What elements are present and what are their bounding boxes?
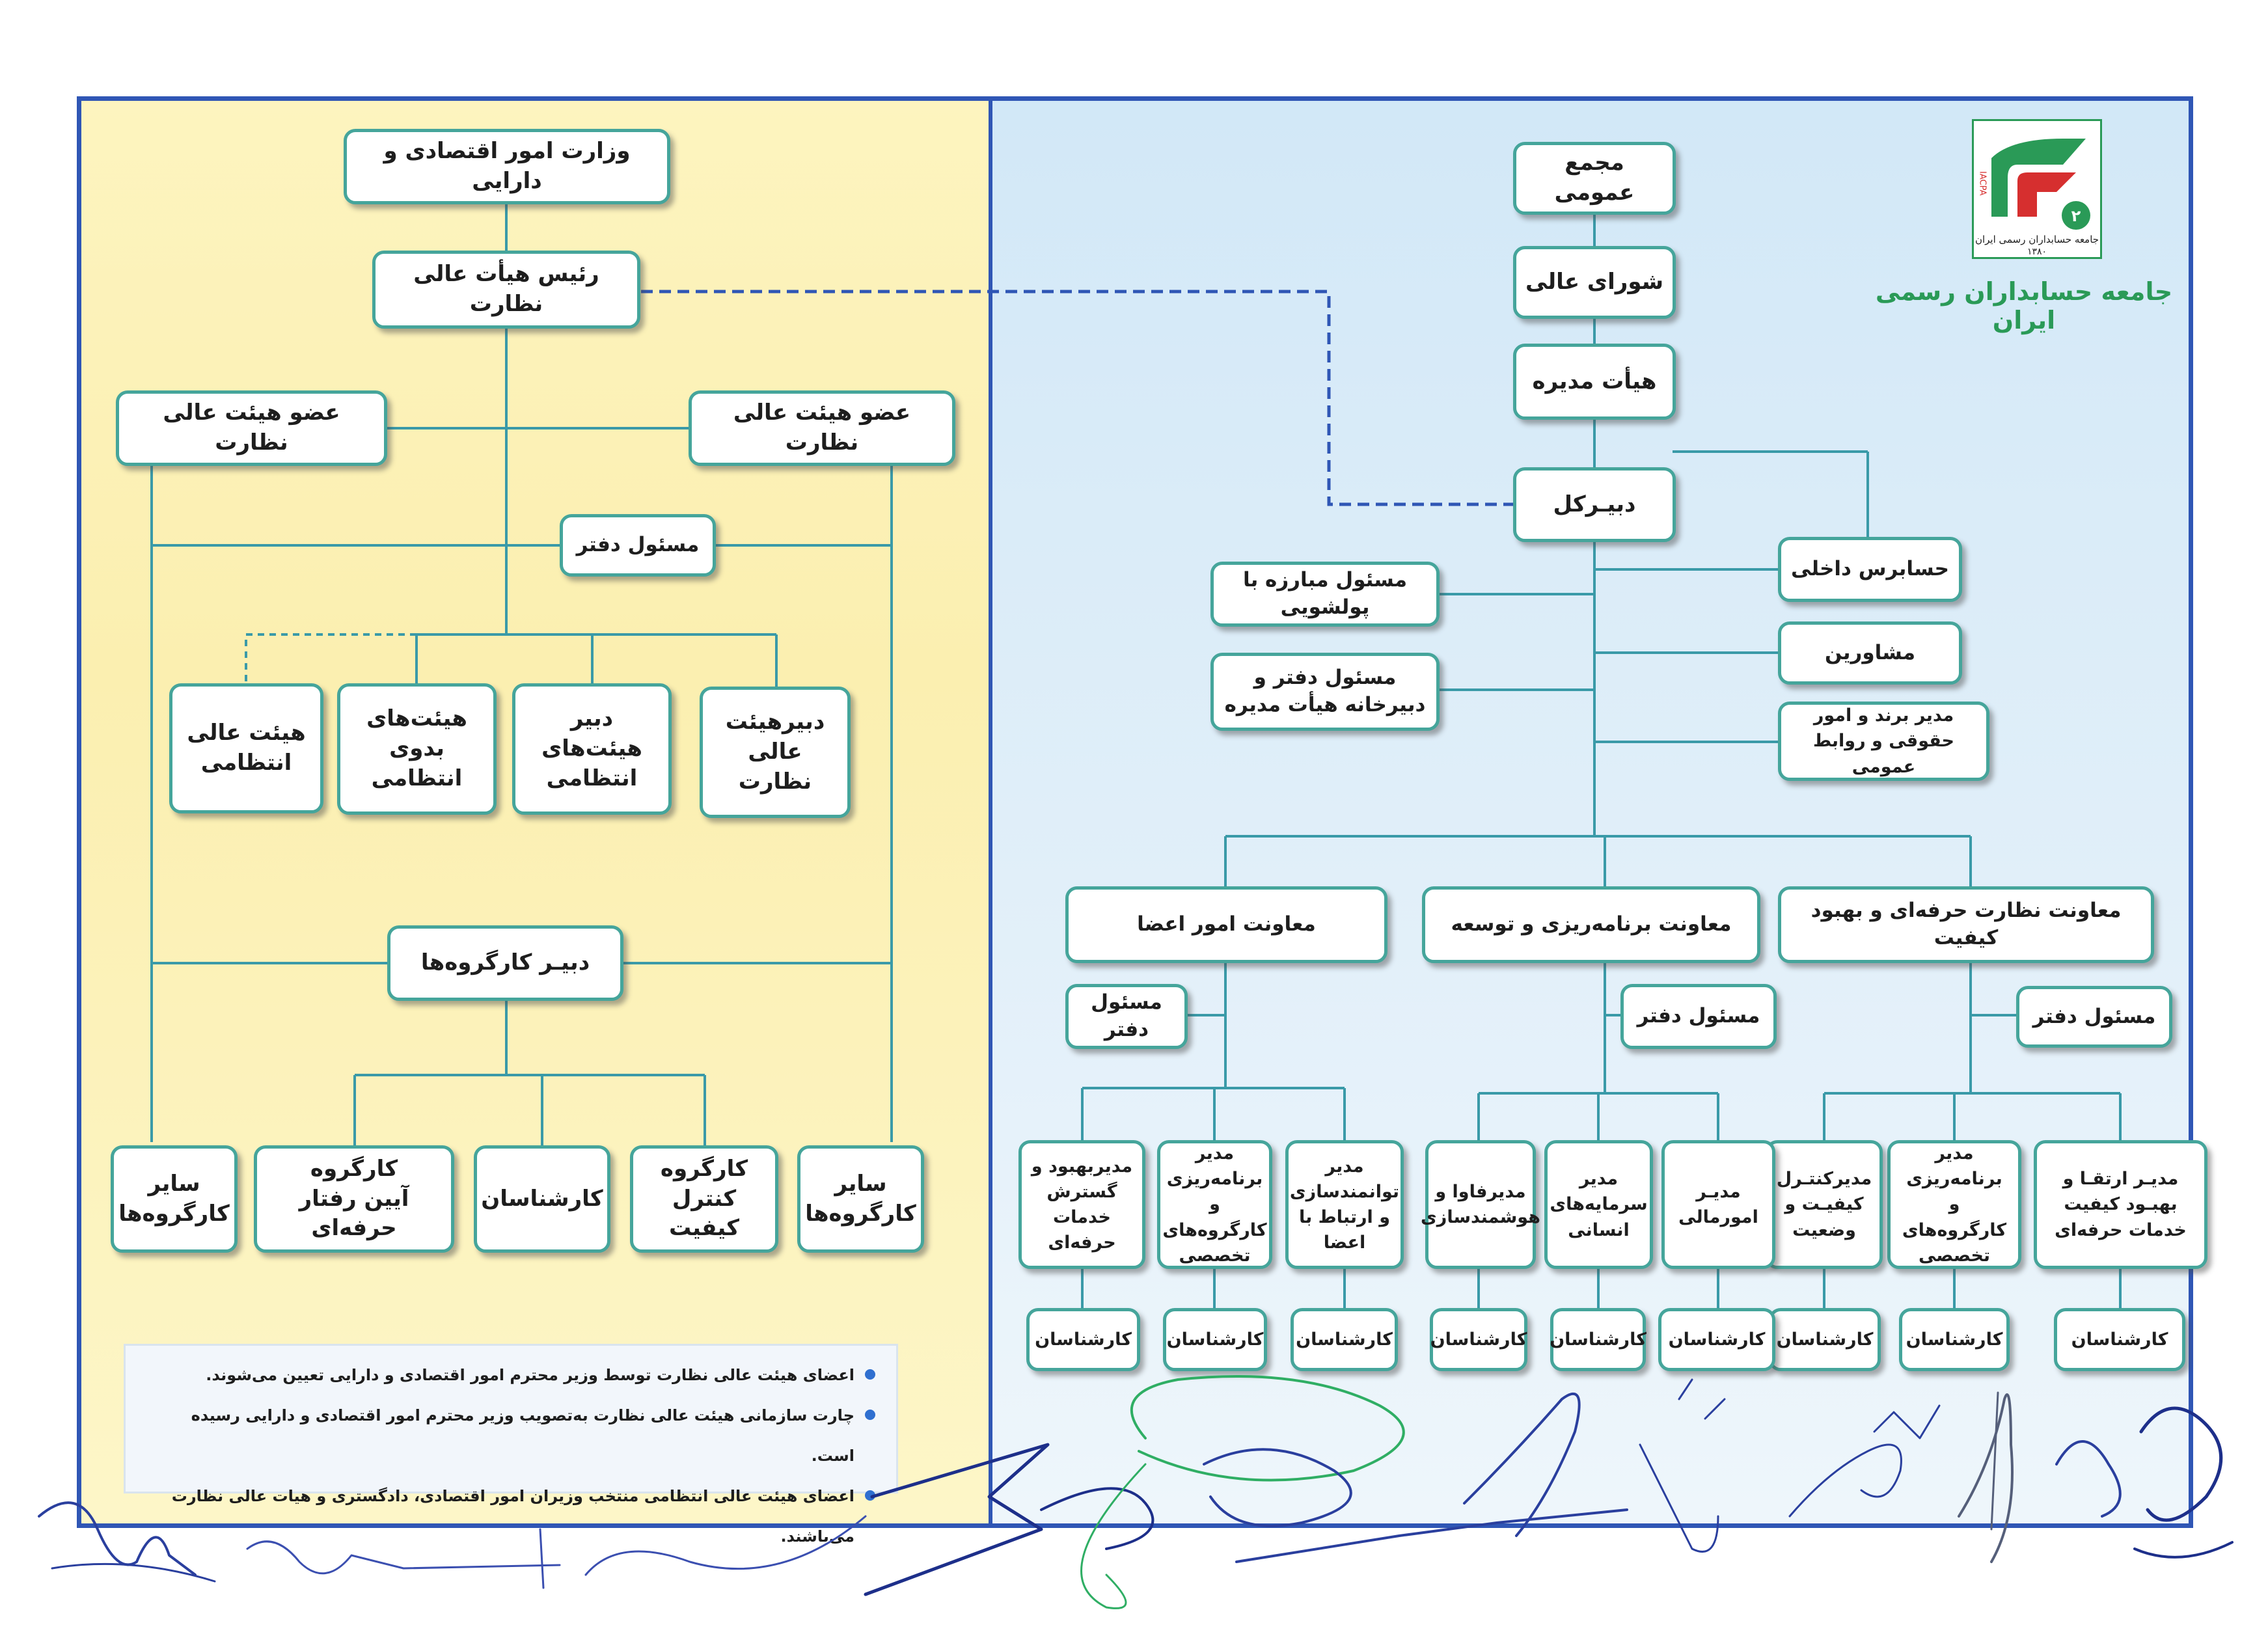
- experts-box: کارشناسان: [1769, 1308, 1881, 1371]
- wg-other-right-box: سایر کارگروه‌ها: [797, 1145, 924, 1253]
- council-secretary-box: دبیرهیئت عالی نظارت: [700, 687, 851, 818]
- svg-text:جامعه حسابداران رسمی ایران: جامعه حسابداران رسمی ایران: [1974, 234, 2099, 245]
- member-left-box: عضو هیئت عالی نظارت: [116, 390, 387, 466]
- note-item: اعضای هیئت عالی انتظامی منتخب وزیران امور اقتصادی، دادگستری و هیات عالی نظارت می‌باشند.: [143, 1476, 879, 1557]
- disciplinary-secretary-box: دبیر هیئت‌های انتظامی: [512, 683, 672, 815]
- wg-quality-box: کارگروه کنترل کیفیت: [630, 1145, 778, 1253]
- organization-name: جامعه حسابداران رسمی ایران: [1875, 277, 2173, 334]
- manager-services-box: مدیربهبود و گسترش خدمات حرفه‌ای: [1018, 1140, 1145, 1269]
- office-planning-box: مسئول دفتر: [1620, 984, 1777, 1049]
- experts-box: کارشناسان: [1550, 1308, 1646, 1371]
- manager-specialized-groups-box: مدیر برنامه‌ریزی و کارگروه‌های تخصصی: [1157, 1140, 1272, 1269]
- general-assembly-box: مجمع عمومی: [1513, 142, 1676, 215]
- ministry-box: وزارت امور اقتصادی و دارایی: [344, 129, 670, 204]
- panel-divider: [989, 101, 992, 1523]
- wg-expert-box: کارشناسان: [474, 1145, 610, 1253]
- secretary-general-box: دبیـرکل: [1513, 467, 1676, 542]
- note-item: چارت سازمانی هیئت عالی نظارت به‌تصویب وزیر محترم امور اقتصادی و دارایی رسیده است.: [143, 1395, 879, 1476]
- experts-box: کارشناسان: [1163, 1308, 1267, 1371]
- manager-empowerment-box: مدیر توانمندسازی و ارتباط با اعضا: [1285, 1140, 1404, 1269]
- primary-boards-box: هیئت‌های بدوی انتظامی: [337, 683, 497, 815]
- experts-box: کارشناسان: [1430, 1308, 1527, 1371]
- note-item: اعضای هیئت عالی نظارت توسط وزیر محترم امور اقتصادی و دارایی تعیین می‌شوند.: [143, 1355, 879, 1395]
- high-council-box: شورای عالی: [1513, 246, 1676, 319]
- office-manager-box: مسئول دفتر: [560, 514, 716, 577]
- experts-box: کارشناسان: [1658, 1308, 1775, 1371]
- office-professional-box: مسئول دفتر: [2016, 986, 2172, 1048]
- experts-box: کارشناسان: [1899, 1308, 2010, 1371]
- member-right-box: عضو هیئت عالی نظارت: [689, 390, 955, 466]
- svg-text:۱۳۸۰: ۱۳۸۰: [2027, 247, 2047, 257]
- experts-box: کارشناسان: [2054, 1308, 2185, 1371]
- internal-auditor-box: حسابرس داخلی: [1778, 537, 1962, 602]
- deputy-professional-box: معاونت نظارت حرفه‌ای و بهبود کیفیت: [1778, 886, 2154, 963]
- iacpa-logo: [1972, 119, 2102, 259]
- experts-box: کارشناسان: [1026, 1308, 1140, 1371]
- deputy-members-box: معاونت امور اعضا: [1065, 886, 1387, 963]
- manager-hr-box: مدیر سرمایه‌های انسانی: [1544, 1140, 1653, 1269]
- wg-conduct-box: کارگروه آیین رفتار حرفه‌ای: [254, 1145, 454, 1253]
- working-groups-secretary-box: دبیـر کارگروه‌ها: [387, 925, 623, 1001]
- board-office-box: مسئول دفتر و دبیرخانه هیأت مدیره: [1210, 653, 1440, 731]
- experts-box: کارشناسان: [1291, 1308, 1398, 1371]
- manager-quality-development-box: مدیـر ارتقـا و بهبـود کیفیت خدمات حرفه‌ای: [2034, 1140, 2207, 1269]
- brand-manager-box: مدیر برند و امور حقوقی و روابط عمومی: [1778, 702, 1989, 781]
- deputy-planning-box: معاونت برنامه‌ریزی و توسعه: [1422, 886, 1760, 963]
- manager-groups-planning-box: مدیر برنامه‌ریزی و کارگروه‌های تخصصی: [1887, 1140, 2021, 1269]
- wg-other-left-box: سایر کارگروه‌ها: [111, 1145, 238, 1253]
- board-head-box: رئیس هیأت عالی نظارت: [372, 251, 640, 329]
- manager-finance-box: مدیـر امورمالی: [1661, 1140, 1775, 1269]
- manager-quality-control-box: مدیرکنتـرل کیفیـت و وضعیت: [1766, 1140, 1883, 1269]
- aml-officer-box: مسئول مبارزه با پولشویی: [1210, 562, 1440, 627]
- svg-text:۲: ۲: [2071, 207, 2081, 225]
- svg-text:IACPA: IACPA: [1977, 171, 1988, 196]
- manager-it-box: مدیرفاوا و هوشمندسازی: [1425, 1140, 1536, 1269]
- notes-panel: [124, 1344, 898, 1546]
- board-directors-box: هیأت مدیره: [1513, 344, 1676, 420]
- advisors-box: مشاورین: [1778, 621, 1962, 685]
- office-members-box: مسئول دفتر: [1065, 984, 1188, 1049]
- high-disciplinary-box: هیئت عالی انتظامی: [169, 683, 323, 813]
